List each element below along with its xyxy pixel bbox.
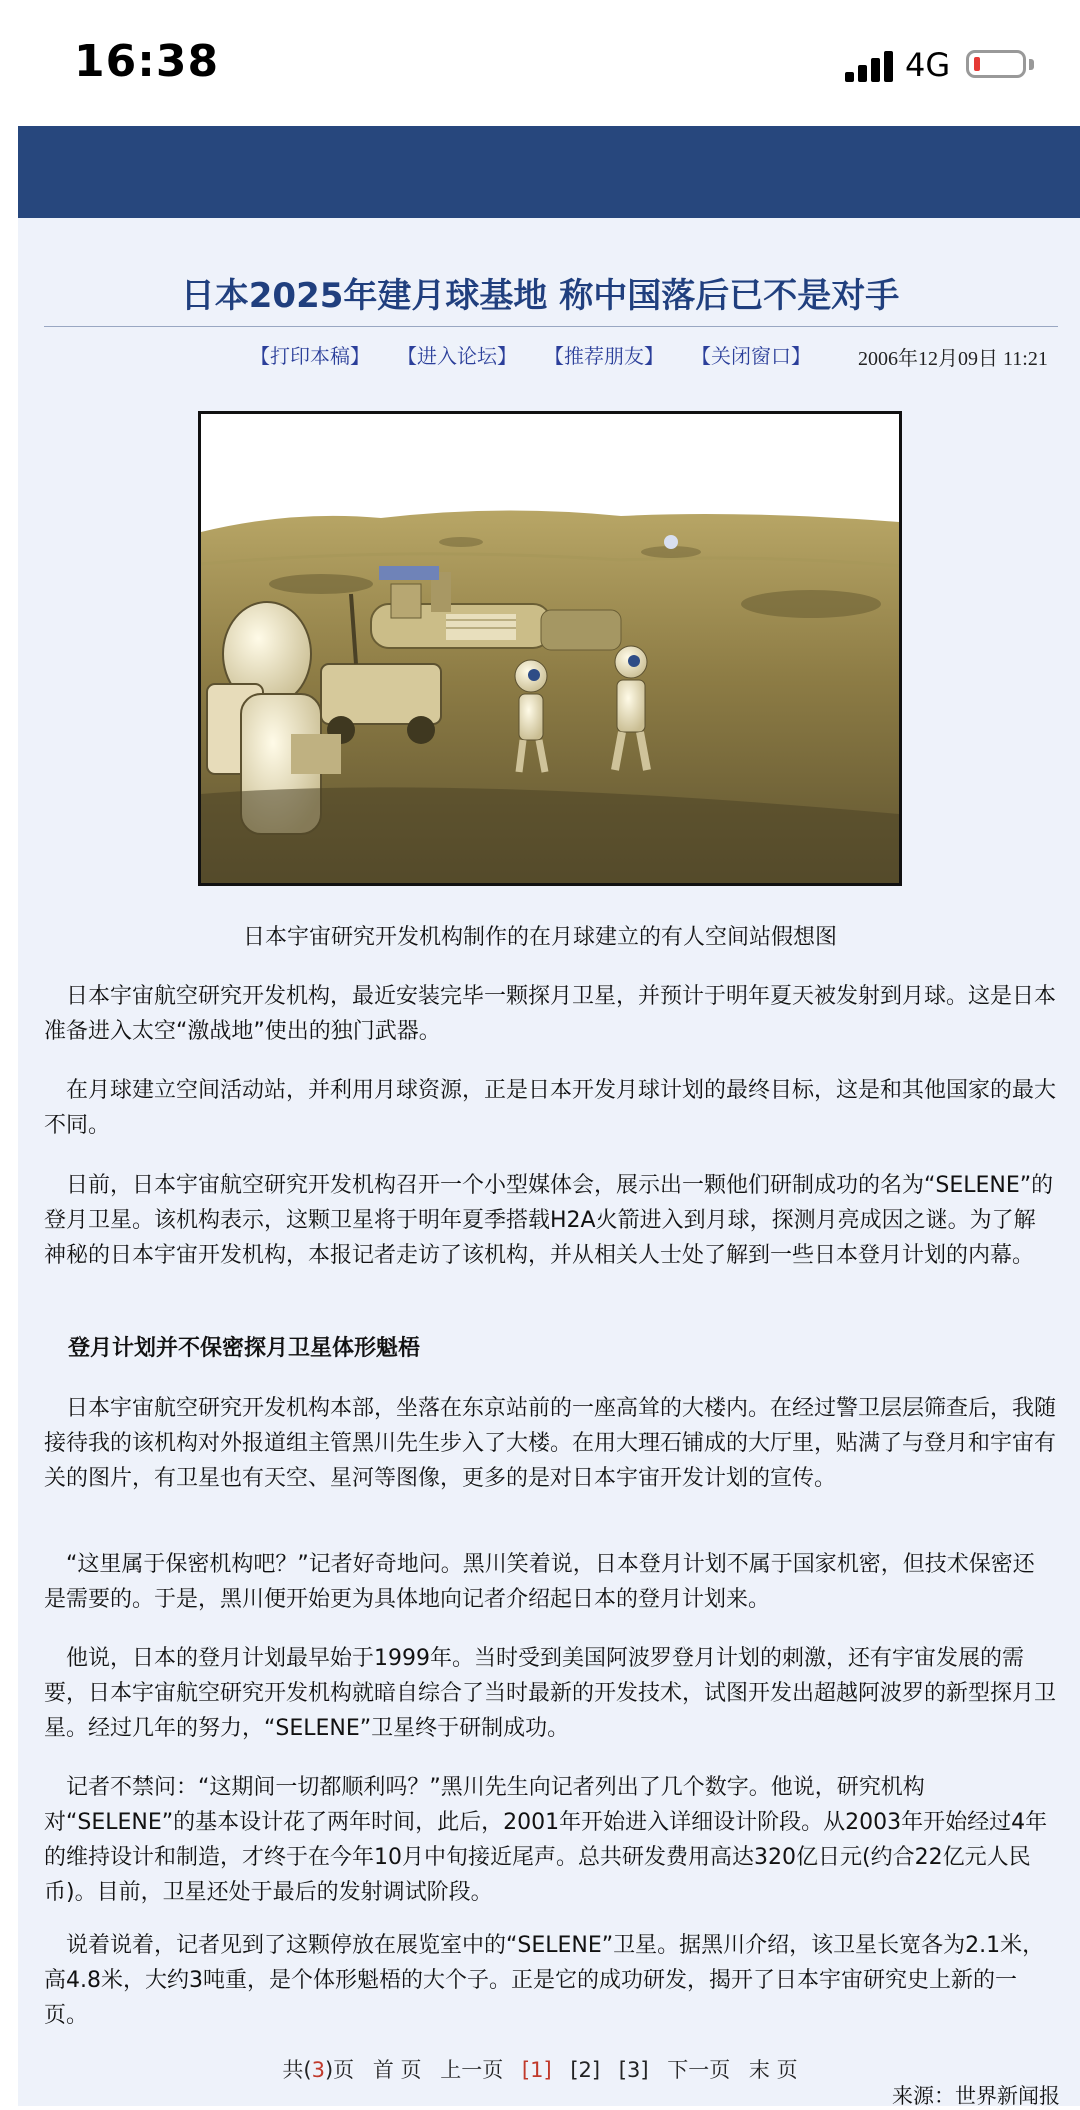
battery-icon: [966, 50, 1026, 78]
recommend-link[interactable]: 【推荐朋友】: [544, 344, 664, 368]
battery-tip: [1029, 59, 1034, 70]
print-link[interactable]: 【打印本稿】: [250, 344, 370, 368]
publish-date: 2006年12月09日 11:21: [858, 348, 1048, 370]
paragraph: 日本宇宙航空研究开发机构本部，坐落在东京站前的一座高耸的大楼内。在经过警卫层层筛查后，我随接待我的该机构对外报道组主管黑川先生步入了大楼。在用大理石铺成的大厅里，贴满了与登月和宇宙有关的图片，有卫星也有天空、星河等图像，更多的是对日本宇宙开发计划的宣传。: [44, 1396, 1057, 1491]
paragraph: 说着说着，记者见到了这颗停放在展览室中的“SELENE”卫星。据黑川介绍，该卫星长宽各为2.1米，高4.8米，大约3吨重，是个体形魁梧的大个子。正是它的成功研发，揭开了日本宇宙研究史上新的一页。: [44, 1933, 1045, 2028]
paragraph: “这里属于保密机构吧？”记者好奇地问。黑川笑着说，日本登月计划不属于国家机密，但技术保密还是需要的。于是，黑川便开始更为具体地向记者介绍起日本的登月计划来。: [44, 1552, 1035, 1612]
close-window-link[interactable]: 【关闭窗口】: [691, 344, 811, 368]
status-time: 16:38: [74, 36, 220, 87]
pager-prev[interactable]: 上一页: [440, 2058, 504, 2082]
network-type: 4G: [905, 46, 951, 84]
forum-link[interactable]: 【进入论坛】: [397, 344, 517, 368]
paragraph: 日本宇宙航空研究开发机构，最近安装完毕一颗探月卫星，并预计于明年夏天被发射到月球。这是日本准备进入太空“激战地”使出的独门武器。: [44, 984, 1057, 1044]
article-title: 日本2025年建月球基地 称中国落后已不是对手: [180, 276, 900, 316]
pager-next[interactable]: 下一页: [667, 2058, 731, 2082]
pager-last[interactable]: 末 页: [748, 2058, 798, 2082]
site-header-banner: [18, 126, 1080, 218]
pager-total-prefix: 共(: [282, 2058, 312, 2082]
status-bar: [0, 0, 1080, 126]
pager-page-1: [1]: [521, 2058, 552, 2082]
lunar-base-picture: [201, 414, 899, 883]
pager-total-suffix: )页: [324, 2058, 355, 2082]
pager-total: 3: [311, 2058, 325, 2082]
paragraph: 他说，日本的登月计划最早始于1999年。当时受到美国阿波罗登月计划的刺激，还有宇宙发展的需要，日本宇宙航空研究开发机构就暗自综合了当时最新的开发技术，试图开发出超越阿波罗的新型探月卫星。经过几年的努力，“SELENE”卫星终于研制成功。: [44, 1646, 1057, 1741]
section-subheading: 登月计划并不保密探月卫星体形魁梧: [68, 1336, 421, 1361]
title-divider: [44, 326, 1058, 327]
pager-page-3[interactable]: [3]: [618, 2058, 649, 2082]
paragraph: 在月球建立空间活动站，并利用月球资源，正是日本开发月球计划的最终目标，这是和其他国家的最大不同。: [44, 1078, 1057, 1138]
paragraph: 记者不禁问：“这期间一切都顺利吗？”黑川先生向记者列出了几个数字。他说，研究机构对“SELENE”的基本设计花了两年时间，此后，2001年开始进入详细设计阶段。从2003年开始经过4年的维持设计和制造，才终于在今年10月中旬接近尾声。总共研发费用高达320亿日元(约合22亿元人民币)。目前，卫星还处于最后的发射调试阶段。: [44, 1775, 1048, 1905]
pager-page-2[interactable]: [2]: [570, 2058, 601, 2082]
paragraph: 日前，日本宇宙航空研究开发机构召开一个小型媒体会，展示出一颗他们研制成功的名为“SELENE”的登月卫星。该机构表示，这颗卫星将于明年夏季搭载H2A火箭进入到月球，探测月亮成因之谜。为了解神秘的日本宇宙开发机构，本报记者走访了该机构，并从相关人士处了解到一些日本登月计划的内幕。: [44, 1173, 1054, 1268]
cellular-signal-icon: [845, 50, 895, 82]
pager-first[interactable]: 首 页: [372, 2058, 422, 2082]
article-source: 来源：世界新闻报: [892, 2084, 1060, 2108]
image-caption: 日本宇宙研究开发机构制作的在月球建立的有人空间站假想图: [242, 925, 837, 950]
lunar-base-illustration: [198, 411, 902, 886]
